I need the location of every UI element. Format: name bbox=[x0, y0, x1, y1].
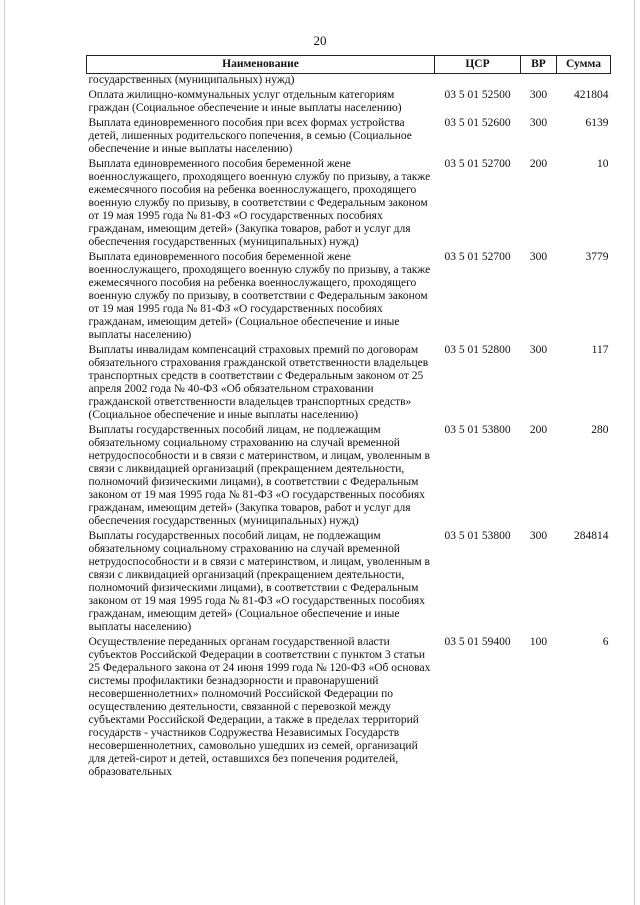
table-row bbox=[87, 158, 611, 251]
row-csr: 03 5 01 52600 bbox=[444, 117, 511, 129]
row-csr: 03 5 01 53800 bbox=[444, 424, 511, 436]
table-row bbox=[87, 74, 611, 90]
column-header-csr: ЦСР bbox=[435, 56, 521, 74]
row-vr: 300 bbox=[529, 117, 548, 129]
row-name: Выплаты инвалидам компенсаций страховых премий по договорам обязательного страхования гражданской ответственности владельцев транспортных средств в соответствии с Федеральным законом от 25 апреля 2002 года № 40-ФЗ «Об обязательном страховании гражданской ответственности владельцев транспортных средств» (Социальное обеспечение и иные выплаты населению) bbox=[88, 344, 429, 421]
row-vr: 100 bbox=[529, 636, 548, 648]
row-vr: 300 bbox=[529, 89, 548, 101]
row-name: Оплата жилищно-коммунальных услуг отдельным категориям граждан (Социальное обеспечение и иные выплаты населению) bbox=[88, 89, 402, 114]
page-number: 20 bbox=[313, 33, 327, 48]
row-sum: 6 bbox=[602, 636, 609, 648]
column-header-vr: ВР bbox=[521, 56, 557, 74]
column-header-name: Наименование bbox=[87, 56, 435, 74]
table-row bbox=[87, 117, 611, 158]
row-csr bbox=[435, 74, 521, 90]
row-sum: 421804 bbox=[574, 89, 609, 101]
row-sum: 6139 bbox=[585, 117, 609, 129]
row-name: Выплаты государственных пособий лицам, не подлежащим обязательному социальному страхованию на случай временной нетрудоспособности и в связи с материнством, и лицам, уволенным в связи с ликвидацией организаций (прекращением деятельности, полномочий физическими лицами), в соответствии с Федеральным законом от 19 мая 1995 года № 81-ФЗ «О государственных пособиях гражданам, имеющим детей» (Закупка товаров, работ и услуг для обеспечения государственных (муниципальных) нужд) bbox=[88, 424, 430, 527]
row-name: Выплата единовременного пособия при всех формах устройства детей, лишенных родительского попечения, в семью (Социальное обеспечение и иные выплаты населению) bbox=[88, 117, 412, 155]
row-name: Выплата единовременного пособия беременной жене военнослужащего, проходящего военную службу по призыву, а также ежемесячного пособия на ребенка военнослужащего, проходящего военную службу по призыву, в соответствии с Федеральным законом от 19 мая 1995 года № 81-ФЗ «О государственных пособиях гражданам, имеющим детей» (Социальное обеспечение и иные выплаты населению) bbox=[88, 251, 431, 341]
row-vr bbox=[521, 74, 557, 90]
row-sum: 117 bbox=[591, 344, 609, 356]
table-row bbox=[87, 530, 611, 636]
column-header-sum: Сумма bbox=[557, 56, 611, 74]
row-name: Выплата единовременного пособия беременной жене военнослужащего, проходящего военную службу по призыву, а также ежемесячного пособия на ребенка военнослужащего, проходящего военную службу по призыву, в соответствии с Федеральным законом от 19 мая 1995 года № 81-ФЗ «О государственных пособиях гражданам, имеющим детей» (Закупка товаров, работ и услуг для обеспечения государственных (муниципальных) нужд) bbox=[88, 158, 431, 248]
row-vr: 200 bbox=[529, 424, 548, 436]
row-sum: 3779 bbox=[585, 251, 609, 263]
row-name: Осуществление переданных органам государственной власти субъектов Российской Федерации в соответствии с пунктом 3 статьи 25 Федерального закона от 24 июня 1999 года № 120-ФЗ «Об основах системы профилактики безнадзорности и правонарушений несовершеннолетних» полномочий Российской Федерации по осуществлению деятельности, связанной с перевозкой между субъектами Российской Федерации, а также в пределах территорий государств - участников Содружества Независимых Государств несовершеннолетних, самовольно ушедших из семей, организаций для детей-сирот и детей, оставшихся без попечения родителей, образовательных bbox=[88, 636, 431, 778]
row-csr: 03 5 01 52800 bbox=[444, 344, 511, 356]
row-vr: 300 bbox=[529, 251, 548, 263]
row-name: Выплаты государственных пособий лицам, не подлежащим обязательному социальному страхованию на случай временной нетрудоспособности и в связи с материнством, и лицам, уволенным в связи с ликвидацией организаций (прекращением деятельности, полномочий физическими лицами), в соответствии с Федеральным законом от 19 мая 1995 года № 81-ФЗ «О государственных пособиях гражданам, имеющим детей» (Социальное обеспечение и иные выплаты населению) bbox=[88, 530, 430, 633]
table-row bbox=[87, 251, 611, 344]
row-vr: 300 bbox=[529, 344, 548, 356]
row-name: государственных (муниципальных) нужд) bbox=[88, 74, 295, 86]
row-sum bbox=[557, 74, 611, 90]
table-row bbox=[87, 89, 611, 117]
scan-edge-right bbox=[634, 0, 635, 905]
row-sum: 10 bbox=[597, 158, 609, 170]
table-header-row bbox=[87, 56, 611, 74]
table-row bbox=[87, 344, 611, 424]
row-vr: 200 bbox=[529, 158, 548, 170]
row-sum: 280 bbox=[591, 424, 609, 436]
row-csr: 03 5 01 59400 bbox=[444, 636, 511, 648]
row-csr: 03 5 01 52700 bbox=[444, 158, 511, 170]
scan-edge-left bbox=[4, 0, 5, 905]
row-csr: 03 5 01 52500 bbox=[444, 89, 511, 101]
table-row bbox=[87, 636, 611, 781]
table-row bbox=[87, 424, 611, 530]
row-csr: 03 5 01 52700 bbox=[444, 251, 511, 263]
row-sum: 284814 bbox=[574, 530, 609, 542]
row-csr: 03 5 01 53800 bbox=[444, 530, 511, 542]
row-vr: 300 bbox=[529, 530, 548, 542]
budget-table bbox=[86, 55, 611, 781]
